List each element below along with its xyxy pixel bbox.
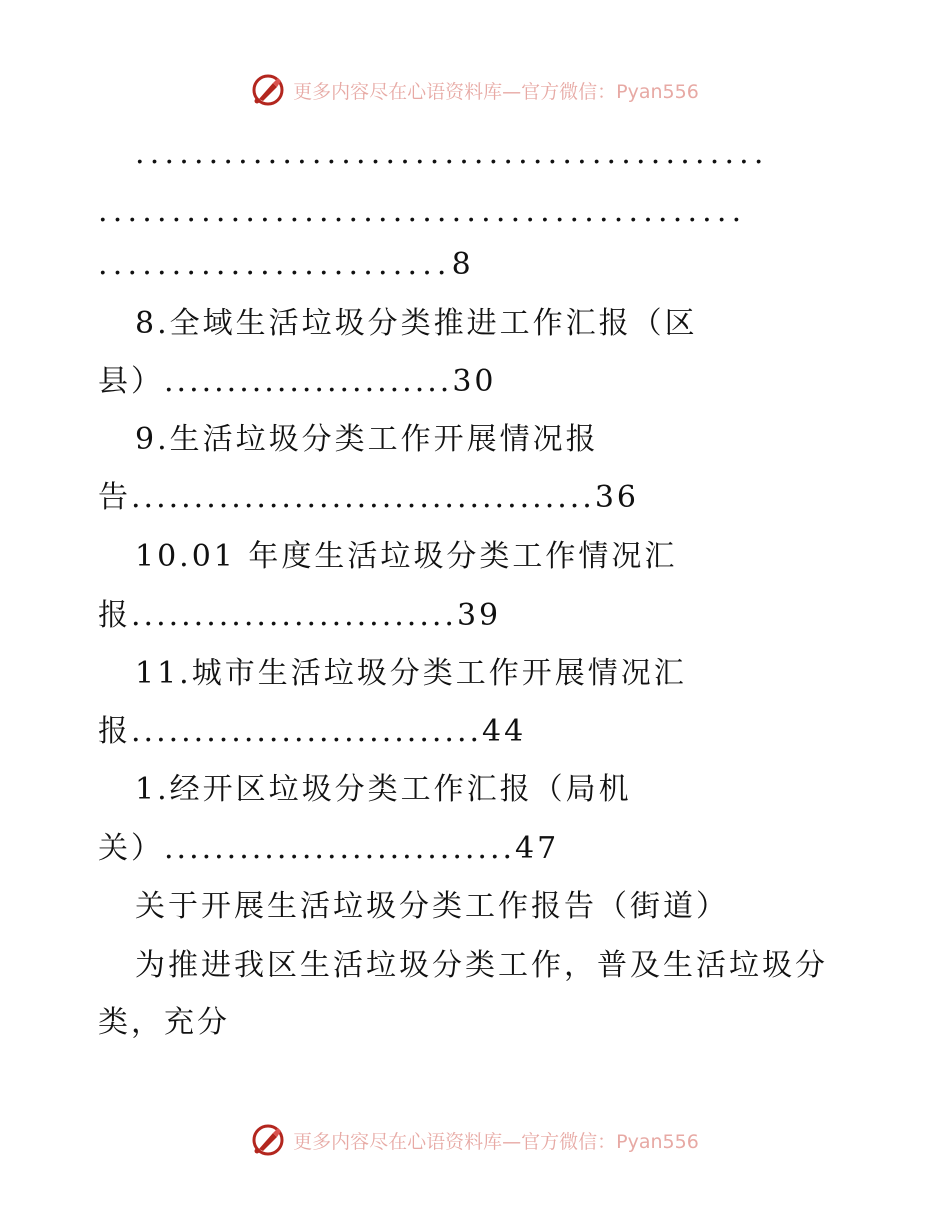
toc-entry-page: 报..........................39 xyxy=(98,598,502,633)
toc-leader-line: ........................................... xyxy=(135,136,769,171)
toc-leader-line: ........................8 xyxy=(98,247,476,282)
section-heading: 关于开展生活垃圾分类工作报告（街道） xyxy=(135,889,729,924)
toc-entry-page: 县）.......................30 xyxy=(98,364,497,399)
footer-watermark xyxy=(0,1120,950,1160)
toc-entry-title: 11.城市生活垃圾分类工作开展情况汇 xyxy=(135,656,687,691)
watermark-text: 更多内容尽在心语资料库—官方微信：Pyan556 xyxy=(293,1130,699,1153)
toc-entry-page: 报............................44 xyxy=(98,714,527,749)
toc-entry-title: 9.生活垃圾分类工作开展情况报 xyxy=(135,422,599,457)
toc-entry-page: 告.....................................36 xyxy=(98,480,640,515)
pen-nib-logo-icon xyxy=(251,1123,285,1157)
toc-entry-title: 8.全域生活垃圾分类推进工作汇报（区 xyxy=(135,306,698,341)
paragraph-line: 类，充分 xyxy=(98,1005,230,1040)
watermark-text: 更多内容尽在心语资料库—官方微信：Pyan556 xyxy=(293,80,699,103)
toc-entry-page: 关）............................47 xyxy=(98,831,560,866)
toc-entry-title: 10.01 年度生活垃圾分类工作情况汇 xyxy=(135,539,678,574)
toc-leader-line: ............................................ xyxy=(98,194,747,229)
paragraph-line: 为推进我区生活垃圾分类工作，普及生活垃圾分 xyxy=(135,948,828,983)
toc-entry-title: 1.经开区垃圾分类工作汇报（局机 xyxy=(135,772,632,807)
